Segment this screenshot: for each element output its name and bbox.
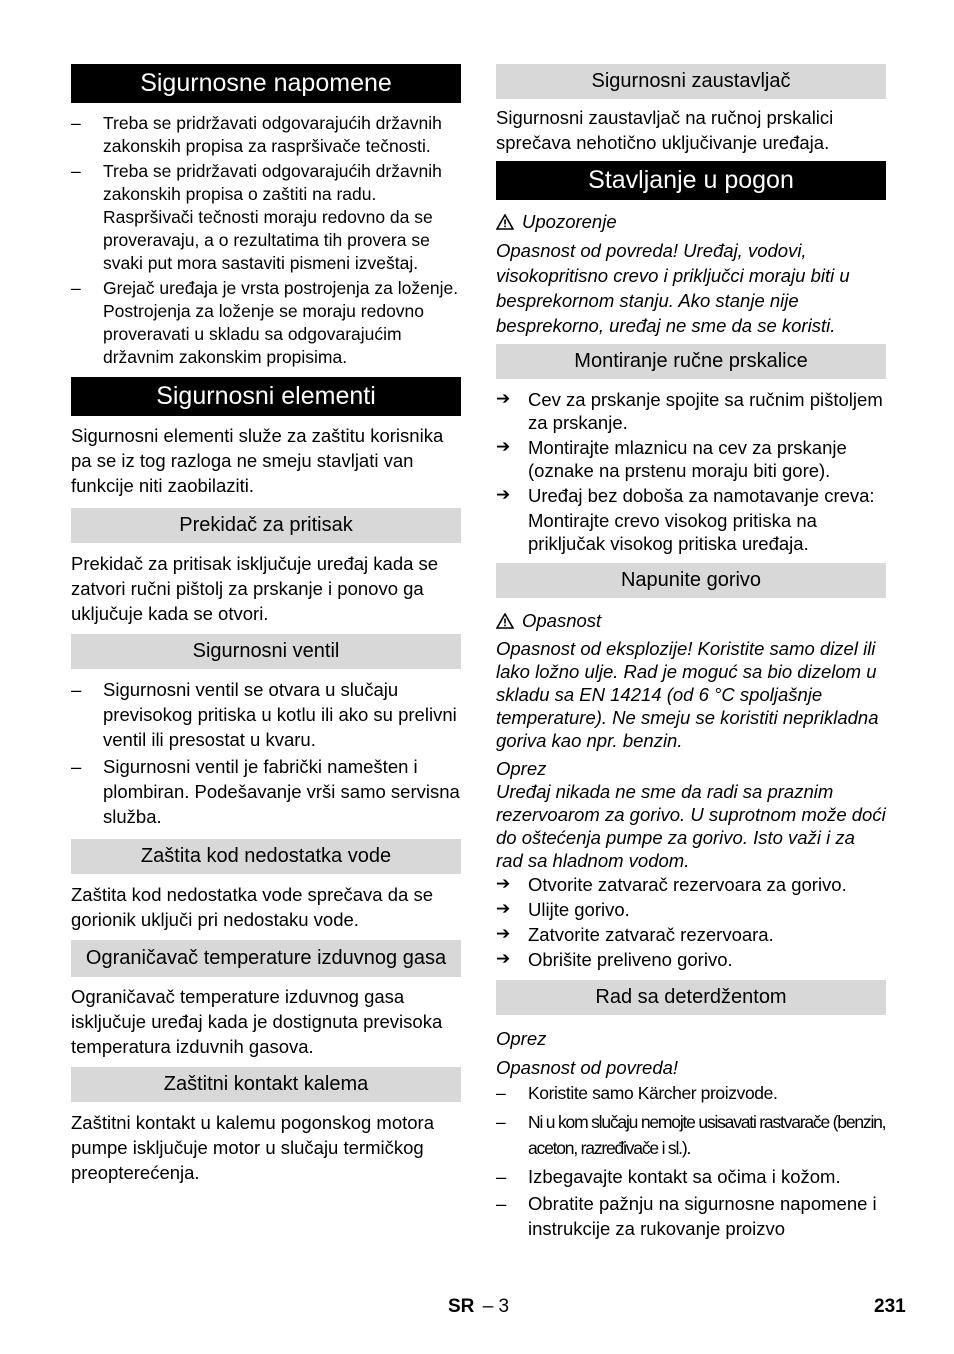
right-column bbox=[496, 64, 886, 1241]
list-item: ➔ Obrišite preliveno gorivo. bbox=[496, 948, 886, 971]
list-item: – Treba se pridržavati odgovarajućih državnih zakonskih propisa o zaštiti na radu. Raspršivači tečnosti moraju redovno da se proveravaju, a o rezultatima tih provera se svaki put mora sastaviti pismeni izveštaj. bbox=[71, 160, 461, 275]
list-item: ➔ Montirajte mlaznicu na cev za prskanje (oznake na prstenu moraju biti gore). bbox=[496, 436, 886, 482]
subheading-safety-catch: Sigurnosni zaustavljač bbox=[496, 64, 886, 99]
subheading-fuel: Napunite gorivo bbox=[496, 563, 886, 598]
safety-catch-text: Sigurnosni zaustavljač na ručnoj prskalici sprečava nehotično uključivanje uređaja. bbox=[496, 107, 834, 153]
danger-label: Opasnost bbox=[522, 610, 602, 631]
warning-label: Upozorenje bbox=[522, 211, 617, 232]
footer-lang: SR bbox=[448, 1296, 475, 1317]
water-shortage-text: Zaštita kod nedostatka vode sprečava da se gorionik uključi pri nedostaku vode. bbox=[71, 884, 433, 930]
warning-triangle-icon bbox=[496, 214, 514, 230]
list-item: – Treba se pridržavati odgovarajućih državnih zakonskih propisa za raspršivače tečnosti. bbox=[71, 112, 461, 158]
list-item: ➔ Cev za prskanje spojite sa ručnim pištoljem za prskanje. bbox=[496, 388, 886, 434]
pressure-switch-text: Prekidač za pritisak isključuje uređaj kada se zatvori ručni pištolj za prskanje i ponovo ga uključuje kada se otvori. bbox=[71, 553, 439, 624]
safety-elements-text: Sigurnosni elementi služe za zaštitu korisnika pa se iz tog razloga ne smeju stavljati van funkcije niti zaobilaziti. bbox=[71, 425, 444, 496]
mount-steps-list bbox=[496, 388, 886, 507]
caution2-label: Oprez bbox=[496, 1028, 547, 1049]
mount-sub-step: Montirajte crevo visokog pritiska na priključak visokog pritiska uređaja. bbox=[528, 510, 817, 554]
footer-local-page: – 3 bbox=[482, 1296, 510, 1317]
danger-heading bbox=[496, 608, 886, 633]
list-item: ➔ Uređaj bez doboša za namotavanje creva: bbox=[496, 484, 886, 507]
safety-notes-list bbox=[71, 112, 461, 369]
left-column bbox=[71, 64, 461, 1185]
detergent-list-a bbox=[496, 1082, 886, 1105]
caution-text: Uređaj nikada ne sme da radi sa praznim rezervoarom za gorivo. U suprotnom može doći do oštećenja pumpe za gorivo. Isto važi i za rad sa hladnom vodom. bbox=[496, 781, 886, 871]
footer-section-label bbox=[448, 1296, 509, 1318]
list-item: – Grejač uređaja je vrsta postrojenja za loženje. Postrojenja za loženje se moraju redovno proveravati u skladu sa odgovarajućim državnim zakonskim propisima. bbox=[71, 277, 461, 369]
subheading-exhaust-limiter: Ograničavač temperature izduvnog gasa bbox=[71, 940, 461, 977]
exhaust-limiter-text: Ograničavač temperature izduvnog gasa isključuje uređaj kada je dostignuta previsoka temperatura izduvnih gasova. bbox=[71, 986, 443, 1057]
list-item: ➔ Otvorite zatvarač rezervoara za gorivo. bbox=[496, 873, 886, 896]
list-item: ➔ Zatvorite zatvarač rezervoara. bbox=[496, 923, 886, 946]
subheading-mount-gun: Montiranje ručne prskalice bbox=[496, 344, 886, 379]
safety-valve-list bbox=[71, 677, 461, 829]
fuel-steps-list bbox=[496, 873, 886, 971]
subheading-coil-contact: Zaštitni kontakt kalema bbox=[71, 1067, 461, 1102]
section-heading-safety-notes: Sigurnosne napomene bbox=[71, 64, 461, 103]
list-item: ➔ Ulijte gorivo. bbox=[496, 898, 886, 921]
section-heading-safety-elements: Sigurnosni elementi bbox=[71, 377, 461, 416]
page-number: 231 bbox=[874, 1296, 906, 1317]
warning-text: Opasnost od povreda! Uređaj, vodovi, visokopritisno crevo i priključci moraju biti u besprekornom stanju. Ako stanje nije besprekorno, uređaj ne sme da se koristi. bbox=[496, 240, 850, 336]
detergent-list-b bbox=[496, 1109, 886, 1161]
danger-text: Opasnost od eksplozije! Koristite samo dizel ili lako ložno ulje. Rad je moguć sa bio dizelom u skladu sa EN 14214 (od 6 °C spoljašnje temperature). Ne smeju se koristiti neprikladna goriva kao npr. benzin. bbox=[496, 638, 879, 751]
list-item: – Sigurnosni ventil je fabrički namešten i plombiran. Podešavanje vrši samo servisna služba. bbox=[71, 754, 461, 829]
subheading-detergent: Rad sa deterdžentom bbox=[496, 980, 886, 1015]
detergent-list-c bbox=[496, 1164, 886, 1241]
subheading-water-shortage: Zaštita kod nedostatka vode bbox=[71, 839, 461, 874]
list-item: – Obratite pažnju na sigurnosne napomene i instrukcije za rukovanje proizvo bbox=[496, 1191, 886, 1241]
list-item: – Koristite samo Kärcher proizvode. bbox=[496, 1082, 886, 1105]
caution-label: Oprez bbox=[496, 758, 547, 779]
coil-contact-text: Zaštitni kontakt u kalemu pogonskog motora pumpe isključuje motor u slučaju termičkog preopterećenja. bbox=[71, 1112, 434, 1183]
caution2-text: Opasnost od povreda! bbox=[496, 1057, 679, 1078]
subheading-pressure-switch: Prekidač za pritisak bbox=[71, 508, 461, 543]
section-heading-start-up: Stavljanje u pogon bbox=[496, 161, 886, 200]
warning-heading bbox=[496, 209, 886, 234]
list-item: – Izbegavajte kontakt sa očima i kožom. bbox=[496, 1164, 886, 1189]
subheading-safety-valve: Sigurnosni ventil bbox=[71, 634, 461, 669]
list-item: – Ni u kom slučaju nemojte usisavati rastvarače (benzin, aceton, razređivače i sl.). bbox=[496, 1109, 886, 1161]
list-item: – Sigurnosni ventil se otvara u slučaju previsokog pritiska u kotlu ili ako su prelivni ventil ili presostat u kvaru. bbox=[71, 677, 461, 752]
warning-triangle-icon bbox=[496, 613, 514, 629]
